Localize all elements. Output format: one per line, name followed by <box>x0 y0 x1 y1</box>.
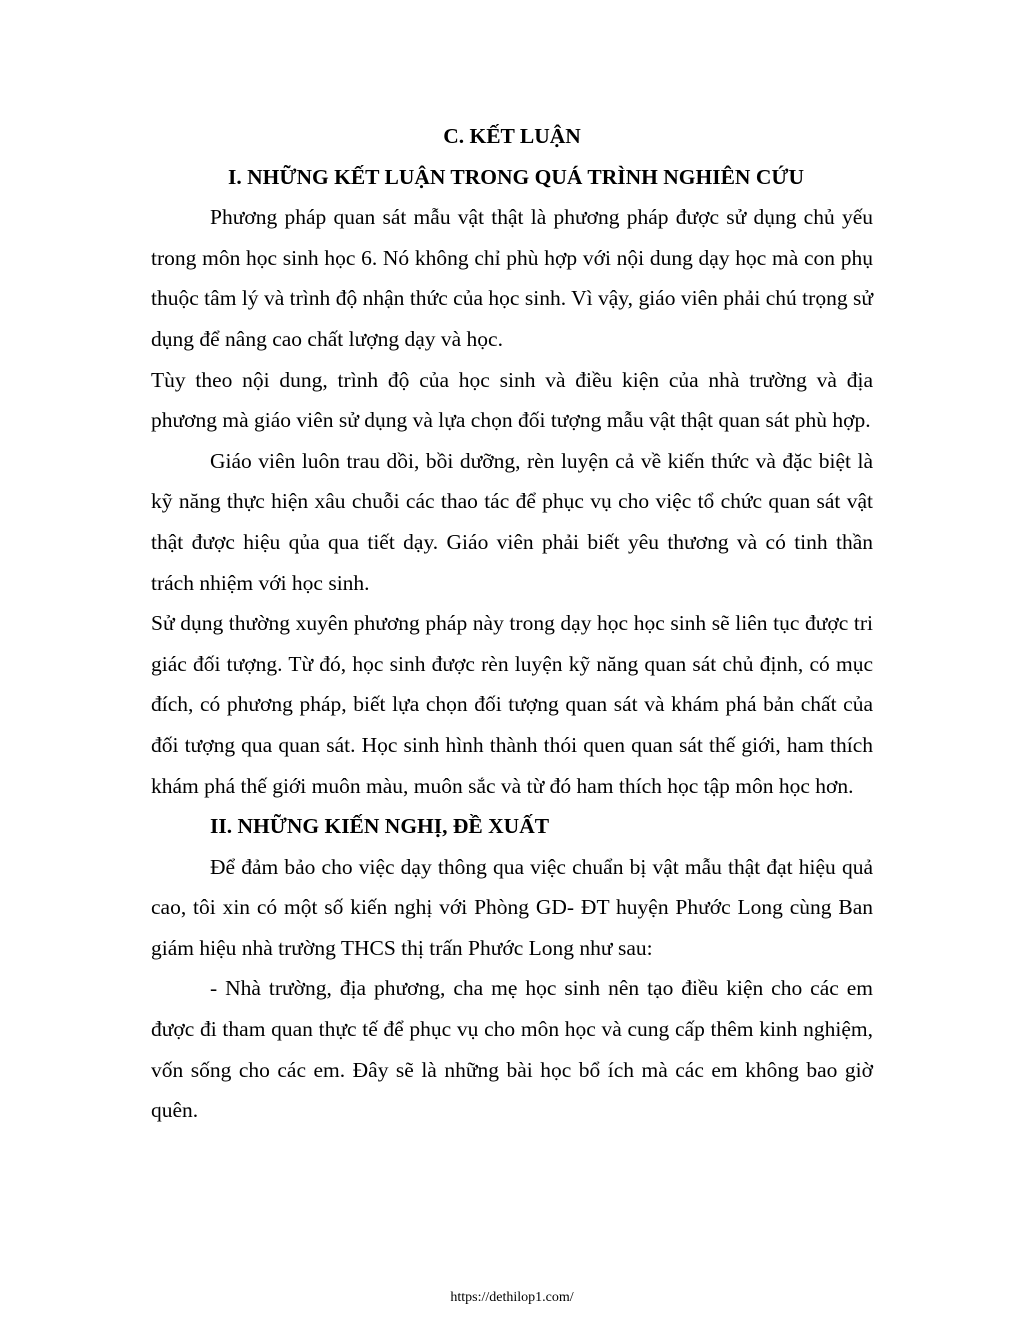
paragraph-5: Để đảm bảo cho việc dạy thông qua việc chuẩn bị vật mẫu thật đạt hiệu quả cao, tôi xin có một số kiến nghị với Phòng GD- ĐT huyện Phước Long cùng Ban giám hiệu nhà trường THCS thị trấn Phước Long như sau: <box>151 854 873 960</box>
paragraph-1: Phương pháp quan sát mẫu vật thật là phương pháp được sử dụng chủ yếu trong môn học sinh học 6. Nó không chỉ phù hợp với nội dung dạy học mà con phụ thuộc tâm lý và trình độ nhận thức của học sinh. Vì vậy, giáo viên phải chú trọng sử dụng để nâng cao chất lượng dạy và học. <box>151 205 873 351</box>
heading-conclusions: I. NHỮNG KẾT LUẬN TRONG QUÁ TRÌNH NGHIÊN CỨU <box>228 164 804 189</box>
paragraph-3: Giáo viên luôn trau dồi, bồi dưỡng, rèn luyện cả về kiến thức và đặc biệt là kỹ năng thực hiện xâu chuỗi các thao tác để phục vụ cho việc tổ chức quan sát vật thật được hiệu qủa qua tiết dạy. Giáo viên phải biết yêu thương và có tinh thần trách nhiệm với học sinh. <box>151 448 873 595</box>
document-page <box>151 116 873 1131</box>
paragraph-6: - Nhà trường, địa phương, cha mẹ học sinh nên tạo điều kiện cho các em được đi tham quan thực tế để phục vụ cho môn học và cung cấp thêm kinh nghiệm, vốn sống cho các em. Đây sẽ là những bài học bổ ích mà các em không bao giờ quên. <box>151 976 873 1123</box>
heading-recommendations: II. NHỮNG KIẾN NGHỊ, ĐỀ XUẤT <box>210 814 550 839</box>
paragraph-2: Tùy theo nội dung, trình độ của học sinh và điều kiện của nhà trường và địa phương mà giáo viên sử dụng và lựa chọn đối tượng mẫu vật thật quan sát phù hợp. <box>151 367 873 433</box>
footer-url[interactable]: https://dethilop1.com/ <box>450 1290 574 1305</box>
section-title: C. KẾT LUẬN <box>443 124 581 148</box>
paragraph-4: Sử dụng thường xuyên phương pháp này trong dạy học học sinh sẽ liên tục được tri giác đối tượng. Từ đó, học sinh được rèn luyện kỹ năng quan sát chủ định, có mục đích, có phương pháp, biết lựa chọn đối tượng quan sát và khám phá bản chất của đối tượng qua quan sát. Học sinh hình thành thói quen quan sát thế giới, ham thích khám phá thế giới muôn màu, muôn sắc và từ đó ham thích học tập môn học hơn. <box>151 611 873 798</box>
